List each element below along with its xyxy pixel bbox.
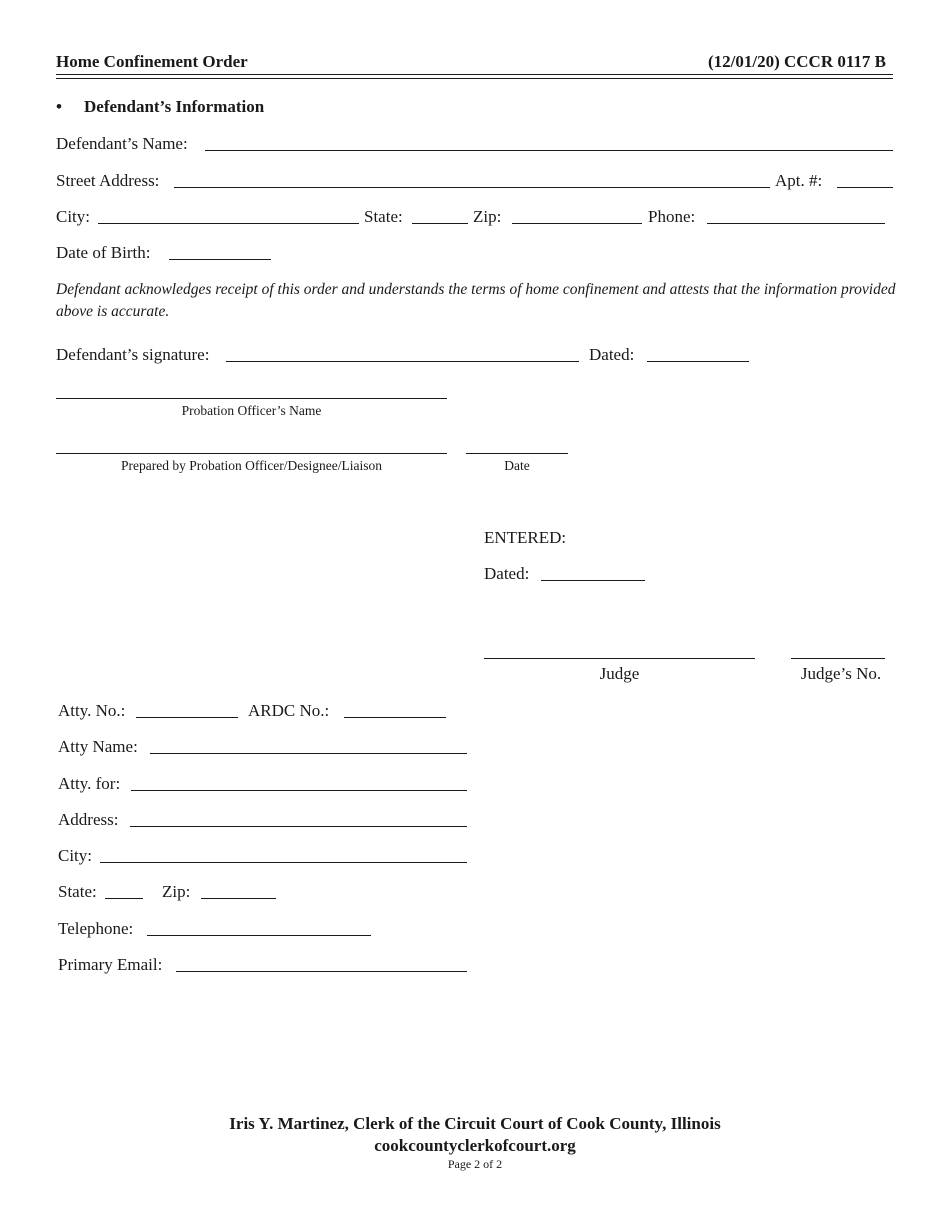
state-field[interactable] [412,223,468,224]
prepared-date-caption: Date [504,458,530,473]
section-title: Defendant’s Information [84,97,265,116]
entered-label: ENTERED: [484,528,567,547]
atty-address-label: Address: [58,810,119,829]
footer-clerk: Iris Y. Martinez, Clerk of the Circuit Court of Cook County, Illinois [229,1114,721,1133]
acknowledgment-text: Defendant acknowledges receipt of this order and understands the terms of home confinement and attests that the information provided above is accurate. [56,281,896,320]
defendant-dated-label: Dated: [589,345,635,364]
defendant-name-label: Defendant’s Name: [56,134,188,153]
atty-zip-field[interactable] [201,898,276,899]
section-bullet: • [56,97,62,116]
atty-address-field[interactable] [130,826,467,827]
atty-state-field[interactable] [105,898,143,899]
dob-label: Date of Birth: [56,243,151,262]
atty-city-field[interactable] [100,862,467,863]
probation-officer-name-caption: Probation Officer’s Name [181,403,322,418]
dob-field[interactable] [169,259,271,260]
atty-no-label: Atty. No.: [58,701,126,720]
footer-page-number: Page 2 of 2 [447,1157,503,1171]
phone-label: Phone: [648,207,696,226]
atty-email-field[interactable] [176,971,467,972]
judge-no-caption: Judge’s No. [800,664,882,683]
atty-name-label: Atty Name: [58,737,138,756]
atty-for-label: Atty. for: [58,774,121,793]
zip-label: Zip: [473,207,502,226]
atty-telephone-field[interactable] [147,935,371,936]
form-title: Home Confinement Order [56,52,248,71]
header-rule-top [56,74,893,75]
form-code: (12/01/20) CCCR 0117 B [707,52,886,71]
prepared-by-caption: Prepared by Probation Officer/Designee/Liaison [120,458,383,473]
atty-name-field[interactable] [150,753,467,754]
header-rule-bottom [56,78,893,79]
atty-no-field[interactable] [136,717,238,718]
city-field[interactable] [98,223,359,224]
footer-website: cookcountyclerkofcourt.org [374,1136,576,1155]
defendant-signature-label: Defendant’s signature: [56,345,210,364]
judge-signature-field[interactable] [484,658,755,659]
zip-field[interactable] [512,223,642,224]
defendant-dated-field[interactable] [647,361,749,362]
prepared-date-field[interactable] [466,453,568,454]
apt-label: Apt. #: [775,171,823,190]
atty-city-label: City: [58,846,93,865]
defendant-name-field[interactable] [205,150,893,151]
prepared-by-field[interactable] [56,453,447,454]
street-address-field[interactable] [174,187,770,188]
ardc-no-label: ARDC No.: [248,701,330,720]
city-label: City: [56,207,91,226]
defendant-signature-field[interactable] [226,361,579,362]
apt-field[interactable] [837,187,893,188]
entered-dated-field[interactable] [541,580,645,581]
judge-caption: Judge [599,664,640,683]
ardc-no-field[interactable] [344,717,446,718]
atty-zip-label: Zip: [162,882,191,901]
phone-field[interactable] [707,223,885,224]
probation-officer-name-field[interactable] [56,398,447,399]
atty-telephone-label: Telephone: [58,919,134,938]
entered-dated-label: Dated: [484,564,530,583]
judge-no-field[interactable] [791,658,885,659]
atty-email-label: Primary Email: [58,955,163,974]
atty-state-label: State: [58,882,97,901]
state-label: State: [364,207,403,226]
atty-for-field[interactable] [131,790,467,791]
street-address-label: Street Address: [56,171,160,190]
